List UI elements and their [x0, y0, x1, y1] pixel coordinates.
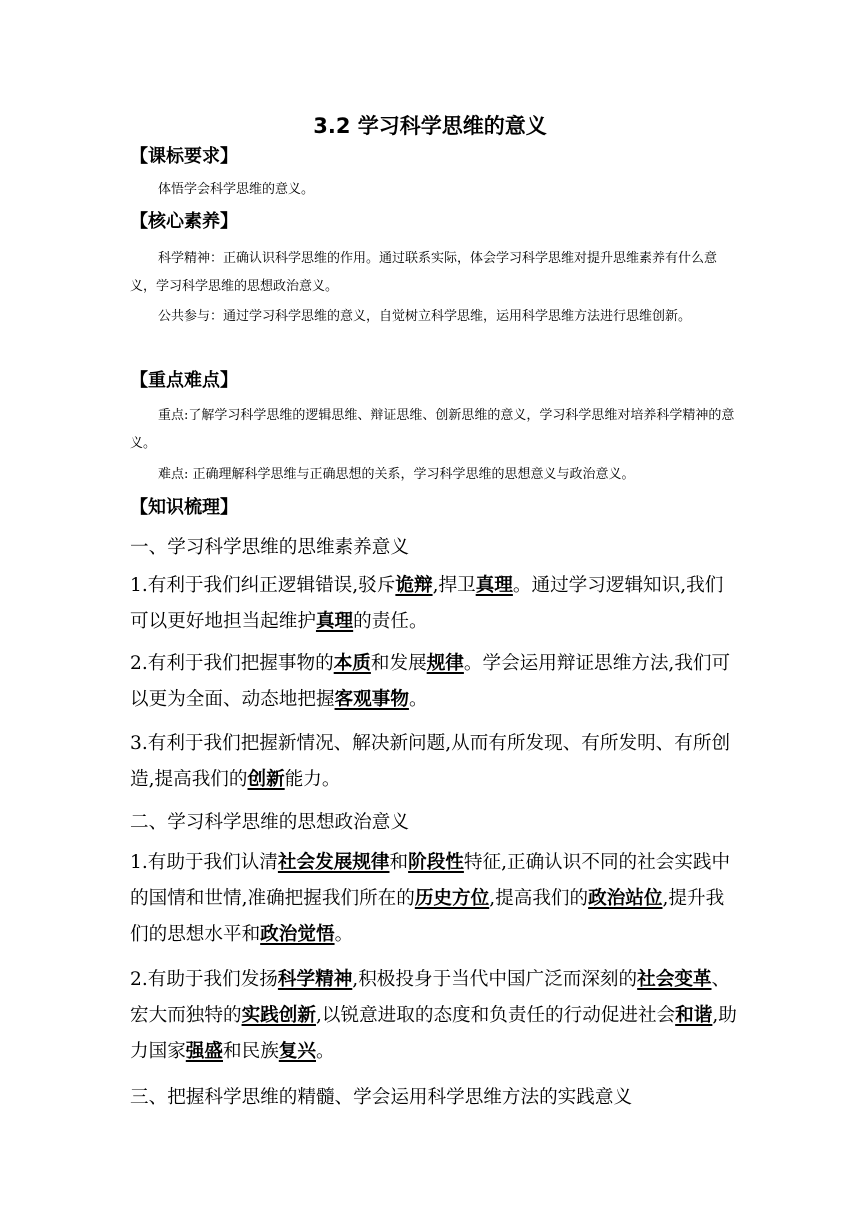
- item-text: 。: [408, 689, 428, 710]
- key-term: 政治站位: [588, 888, 663, 909]
- key-points-paragraph-1: 重点:了解学习科学思维的逻辑思维、辩证思维、创新思维的意义，学习科学思维对培养科学精神的意义。: [130, 408, 735, 451]
- item-text: 2.有利于我们把握事物的: [130, 653, 334, 674]
- section-heading-knowledge: 【知识梳理】: [130, 497, 238, 518]
- key-term: 规律: [426, 653, 464, 674]
- knowledge-heading-3: 三、把握科学思维的精髓、学会运用科学思维方法的实践意义: [130, 1087, 633, 1108]
- item-text: 。: [334, 924, 354, 945]
- knowledge-item-3: [130, 726, 740, 798]
- knowledge-item-2: [130, 646, 740, 718]
- item-text: ,提高我们的: [489, 888, 589, 909]
- key-points-paragraph-2: 难点: 正确理解科学思维与正确思想的关系，学习科学思维的思想意义与政治意义。: [158, 467, 635, 482]
- item-text: 和: [389, 852, 409, 873]
- literacy-paragraph-1: 科学精神：正确认识科学思维的作用。通过联系实际，体会学习科学思维对提升思维素养有什么意义，学习科学思维的思想政治意义。: [130, 251, 718, 294]
- item-text: ,捍卫: [432, 575, 476, 596]
- knowledge-heading-1: 一、学习科学思维的思维素养意义: [130, 537, 409, 558]
- item-text: 。学会运用辩证思维方法,我们可以更为全面、动态地把握: [130, 653, 731, 710]
- item-text: 1.有利于我们纠正逻辑错误,驳斥: [130, 575, 396, 596]
- literacy-paragraph-2: 公共参与：通过学习科学思维的意义，自觉树立科学思维，运用科学思维方法进行思维创新。: [158, 309, 692, 324]
- key-term: 强盛: [185, 1041, 223, 1062]
- item-text: 能力。: [284, 769, 341, 790]
- key-term: 政治觉悟: [260, 924, 335, 945]
- key-term: 诡辩: [395, 575, 433, 596]
- key-term: 客观事物: [334, 689, 409, 710]
- section-heading-key-points: 【重点难点】: [130, 370, 238, 391]
- knowledge-item-1: [130, 568, 740, 640]
- section-heading-requirements: 【课标要求】: [130, 146, 238, 167]
- item-text: 的责任。: [353, 611, 428, 632]
- knowledge-item-4: [130, 845, 740, 953]
- key-term: 本质: [333, 653, 371, 674]
- item-text: 。通过学习逻辑知识,我们可以更好地担当起维护: [130, 575, 724, 632]
- key-term: 历史方位: [414, 888, 490, 909]
- item-text: ,提升我们的思想水平和: [130, 888, 725, 945]
- item-text: 2.有助于我们发扬: [130, 969, 278, 990]
- key-term: 阶段性: [408, 852, 464, 873]
- key-term: 科学精神: [277, 969, 353, 990]
- key-term: 实践创新: [241, 1005, 316, 1026]
- key-term: 复兴: [278, 1041, 316, 1062]
- item-text: 、宏大而独特的: [130, 969, 731, 1026]
- item-text: 和发展: [370, 653, 427, 674]
- knowledge-item-5: [130, 962, 740, 1070]
- requirements-text: 体悟学会科学思维的意义。: [158, 182, 315, 197]
- section-heading-literacy: 【核心素养】: [130, 211, 238, 232]
- item-text: ,积极投身于当代中国广泛而深刻的: [352, 969, 638, 990]
- item-text: ,以锐意进取的态度和负责任的行动促进社会: [315, 1005, 676, 1026]
- page-title: 3.2 学习科学思维的意义: [313, 114, 547, 138]
- item-text: 1.有助于我们认清: [130, 852, 278, 873]
- item-text: ,助力国家: [130, 1005, 737, 1062]
- key-term: 真理: [475, 575, 513, 596]
- item-text: 3.有利于我们把握新情况、解决新问题,从而有所发现、有所发明、有所创造,提高我们的: [130, 733, 731, 790]
- key-term: 社会变革: [637, 969, 712, 990]
- item-text: 和民族: [223, 1041, 279, 1062]
- key-term: 社会发展规律: [277, 852, 390, 873]
- knowledge-heading-2: 二、学习科学思维的思想政治意义: [130, 812, 409, 833]
- key-term: 真理: [315, 611, 354, 632]
- key-term: 创新: [247, 769, 285, 790]
- item-text: 。: [316, 1041, 335, 1062]
- key-term: 和谐: [675, 1005, 713, 1026]
- item-text: 特征,正确认识不同的社会实践中的国情和世情,准确把握我们所在的: [130, 852, 731, 909]
